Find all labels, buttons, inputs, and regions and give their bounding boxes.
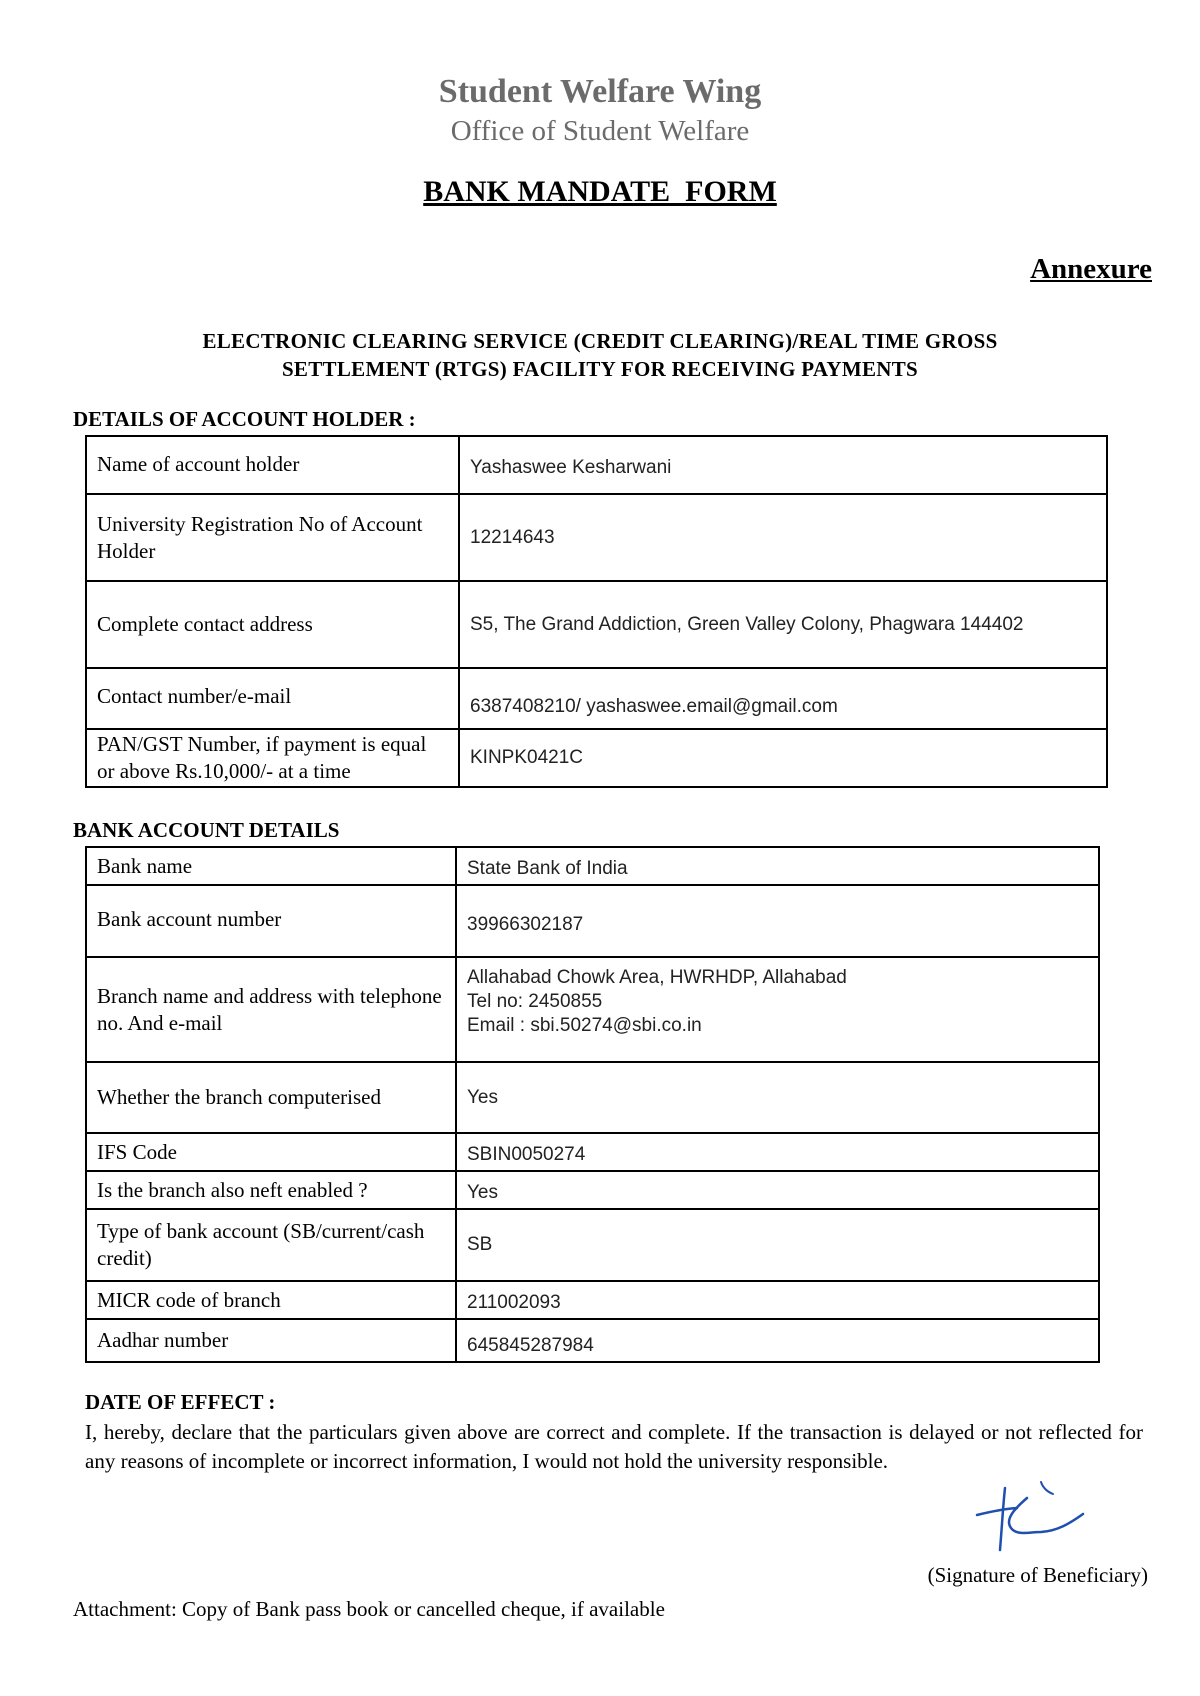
table-row <box>86 1171 1099 1209</box>
org-title: Student Welfare Wing <box>438 73 762 110</box>
branch-phone-line: Tel no: 2450855 <box>467 991 603 1012</box>
annexure-label: Annexure <box>1030 253 1152 285</box>
date-of-effect-label: DATE OF EFFECT : <box>85 1390 276 1414</box>
signature-label: (Signature of Beneficiary) <box>927 1563 1148 1587</box>
computerised-value: Yes <box>456 1062 1099 1133</box>
neft-label: Is the branch also neft enabled ? <box>86 1171 456 1209</box>
account-type-value: SB <box>456 1209 1099 1281</box>
bank-account-table <box>85 846 1100 1363</box>
pan-gst-value: KINPK0421C <box>459 729 1107 787</box>
service-heading-line-1: ELECTRONIC CLEARING SERVICE (CREDIT CLEARING)/REAL TIME GROSS <box>202 329 998 353</box>
bank-account-section-label: BANK ACCOUNT DETAILS <box>73 818 340 842</box>
bank-name-value: State Bank of India <box>456 847 1099 885</box>
table-row <box>86 1209 1099 1281</box>
attachment-note: Attachment: Copy of Bank pass book or cancelled cheque, if available <box>73 1597 665 1621</box>
org-subtitle: Office of Student Welfare <box>450 115 750 147</box>
table-row <box>86 1281 1099 1319</box>
account-holder-table <box>85 435 1108 788</box>
account-holder-section-label: DETAILS OF ACCOUNT HOLDER : <box>73 407 416 431</box>
aadhar-label: Aadhar number <box>86 1319 456 1362</box>
account-number-label: Bank account number <box>86 885 456 957</box>
table-row <box>86 494 1107 581</box>
branch-address-line: Allahabad Chowk Area, HWRHDP, Allahabad <box>467 967 847 988</box>
table-row <box>86 436 1107 494</box>
branch-address-label: Branch name and address with telephone no. And e-mail <box>86 957 456 1062</box>
declaration-text: I, hereby, declare that the particulars given above are correct and complete. If the transaction is delayed or not reflected for any reasons of incomplete or incorrect information, I would not hold the university responsible. <box>85 1420 1143 1473</box>
table-row <box>86 581 1107 668</box>
contact-number-label: Contact number/e-mail <box>86 668 459 729</box>
registration-no-label: University Registration No of Account Holder <box>86 494 459 581</box>
form-title: BANK MANDATE FORM <box>423 175 777 208</box>
table-row <box>86 957 1099 1062</box>
service-heading-line-2: SETTLEMENT (RTGS) FACILITY FOR RECEIVING PAYMENTS <box>281 357 919 381</box>
table-row <box>86 1062 1099 1133</box>
micr-value: 211002093 <box>456 1281 1099 1319</box>
branch-email-line: Email : sbi.50274@sbi.co.in <box>467 1015 702 1036</box>
branch-address-value <box>456 957 1099 1062</box>
table-row <box>86 1133 1099 1171</box>
pan-gst-label: PAN/GST Number, if payment is equal or above Rs.10,000/- at a time <box>86 729 459 787</box>
account-type-label: Type of bank account (SB/current/cash credit) <box>86 1209 456 1281</box>
aadhar-value: 645845287984 <box>456 1319 1099 1362</box>
computerised-label: Whether the branch computerised <box>86 1062 456 1133</box>
contact-address-value: S5, The Grand Addiction, Green Valley Colony, Phagwara 144402 <box>459 581 1107 668</box>
account-number-value: 39966302187 <box>456 885 1099 957</box>
contact-number-value: 6387408210/ yashaswee.email@gmail.com <box>459 668 1107 729</box>
table-row <box>86 668 1107 729</box>
table-row <box>86 729 1107 787</box>
micr-label: MICR code of branch <box>86 1281 456 1319</box>
ifsc-value: SBIN0050274 <box>456 1133 1099 1171</box>
holder-name-value: Yashaswee Kesharwani <box>459 436 1107 494</box>
contact-address-label: Complete contact address <box>86 581 459 668</box>
service-heading <box>100 327 1100 383</box>
ifsc-label: IFS Code <box>86 1133 456 1171</box>
signature-image <box>965 1468 1095 1568</box>
table-row <box>86 1319 1099 1362</box>
bank-name-label: Bank name <box>86 847 456 885</box>
neft-value: Yes <box>456 1171 1099 1209</box>
table-row <box>86 847 1099 885</box>
registration-no-value: 12214643 <box>459 494 1107 581</box>
table-row <box>86 885 1099 957</box>
holder-name-label: Name of account holder <box>86 436 459 494</box>
